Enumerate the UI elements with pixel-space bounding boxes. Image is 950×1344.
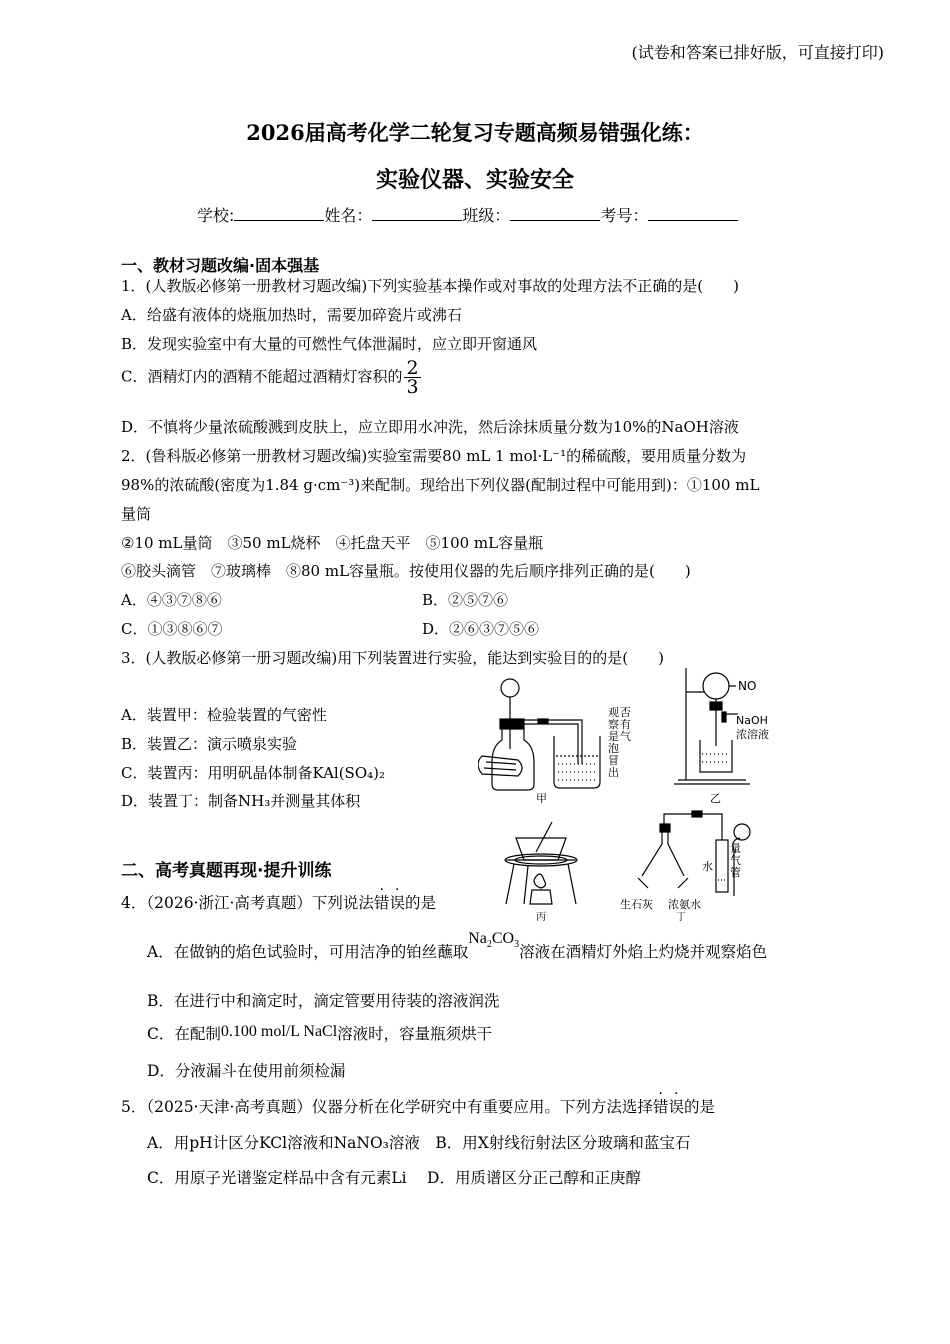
fraction-denominator: 3 xyxy=(406,376,419,398)
label-jia: 甲 xyxy=(536,792,547,805)
q1-option-a: A．给盛有液体的烧瓶加热时，需要加碎瓷片或沸石 xyxy=(121,306,462,324)
section-heading-1: 一、教材习题改编·固本强基 xyxy=(121,256,320,275)
name-blank[interactable] xyxy=(372,206,462,221)
label-ding: 丁 xyxy=(676,912,686,923)
q4-stem-end: 的是 xyxy=(404,894,436,912)
q2-line-4: ②10 mL量筒 ③50 mL烧杯 ④托盘天平 ⑤100 mL容量瓶 xyxy=(121,534,544,552)
fraction-numerator: 2 xyxy=(406,357,419,379)
q4-option-c-text: C．在配制 xyxy=(147,1025,221,1043)
q4-option-c-end: 溶液时，容量瓶须烘干 xyxy=(337,1025,493,1043)
page-title: 2026届高考化学二轮复习专题高频易错强化练： xyxy=(246,120,704,145)
gas-tube-char: 管 xyxy=(730,866,741,879)
observe-char: 否 xyxy=(620,706,631,719)
q5-stem-text: 5．（2025·天津·高考真题）仪器分析在化学研究中有重要应用。下列方法选择 xyxy=(121,1098,653,1116)
q5-stem-end: 的是 xyxy=(683,1098,715,1116)
q4-option-a-end: 溶液在酒精灯外焰上灼烧并观察焰色 xyxy=(519,943,768,961)
q2-line-1: 2．(鲁科版必修第一册教材习题改编)实验室需要80 mL 1 mol·L⁻¹的稀硫酸，要用质量分数为 xyxy=(121,447,747,465)
label-ammonia: 浓氨水 xyxy=(668,898,701,911)
emphasis-char: 误 xyxy=(389,894,405,912)
label-water: 水 xyxy=(702,860,713,873)
formula-subscript: 2 xyxy=(486,939,492,951)
observe-char: 出 xyxy=(608,766,619,779)
q4-stem xyxy=(121,891,436,913)
label-observe-bubbles xyxy=(608,706,631,779)
observe-char: 观 xyxy=(608,706,619,719)
emphasis-char: 误 xyxy=(668,1098,684,1116)
apparatus-jia xyxy=(478,679,600,790)
label-no: NO xyxy=(738,679,757,693)
formula-subscript: 3 xyxy=(514,939,520,951)
q5-stem xyxy=(121,1095,715,1117)
class-blank[interactable] xyxy=(510,206,600,221)
formula-part: Na xyxy=(468,930,487,947)
q1-option-b: B．发现实验室中有大量的可燃性气体泄漏时，应立即开窗通风 xyxy=(121,335,538,353)
q3-option-d: D．装置丁：制备NH₃并测量其体积 xyxy=(121,792,361,810)
formula-nacl: 0.100 mol/L NaCl xyxy=(220,1023,338,1040)
class-label: 班级： xyxy=(462,206,511,225)
label-naoh-conc: 浓溶液 xyxy=(736,728,769,741)
fraction xyxy=(404,359,420,396)
section-heading-2: 二、高考真题再现·提升训练 xyxy=(121,861,332,881)
q5-options-ab: A．用pH计区分KCl溶液和NaNO₃溶液 B．用X射线衍射法区分玻璃和蓝宝石 xyxy=(147,1134,691,1152)
q5-options-cd: C．用原子光谱鉴定样品中含有元素Li D．用质谱区分正己醇和正庚醇 xyxy=(147,1169,641,1187)
emphasis-char: 错 xyxy=(652,1098,669,1116)
name-label: 姓名： xyxy=(324,206,373,225)
q2-line-5: ⑥胶头滴管 ⑦玻璃棒 ⑧80 mL容量瓶。按使用仪器的先后顺序排列正确的是( ) xyxy=(121,562,691,580)
school-label: 学校: xyxy=(197,206,235,225)
school-blank[interactable] xyxy=(234,206,324,221)
q2-option-c: C．①③⑧⑥⑦ xyxy=(121,620,223,638)
observe-char: 泡 xyxy=(608,742,619,755)
label-gas-burette xyxy=(730,842,741,879)
formula-na2co3 xyxy=(468,930,520,951)
emphasis-char: 错 xyxy=(373,894,390,912)
observe-char: 察 xyxy=(608,718,619,731)
gas-tube-char: 量 xyxy=(730,842,741,855)
q4-stem-text: 4．（2026·浙江·高考真题）下列说法 xyxy=(121,894,374,912)
q4-option-b: B．在进行中和滴定时，滴定管要用待装的溶液润洗 xyxy=(147,992,500,1010)
apparatus-bing xyxy=(505,822,577,904)
student-info-line xyxy=(197,203,738,226)
exam-no-blank[interactable] xyxy=(648,206,738,221)
q2-option-b: B．②⑤⑦⑥ xyxy=(422,591,509,609)
q1-stem: 1．(人教版必修第一册教材习题改编)下列实验基本操作或对事故的处理方法不正确的是( ) xyxy=(121,277,739,295)
header-note: (试卷和答案已排好版，可直接打印) xyxy=(631,43,884,62)
q3-stem: 3．(人教版必修第一册习题改编)用下列装置进行实验，能达到实验目的的是( ) xyxy=(121,649,664,667)
label-naoh: NaOH xyxy=(736,714,768,727)
label-yi: 乙 xyxy=(710,792,721,805)
formula-part: CO xyxy=(491,930,515,947)
observe-char: 有 xyxy=(620,718,631,731)
exam-no-label: 考号： xyxy=(600,206,649,225)
apparatus-figure xyxy=(478,664,778,926)
q3-option-c: C．装置丙：用明矾晶体制备KAl(SO₄)₂ xyxy=(121,764,386,782)
q4-option-a-text: A．在做钠的焰色试验时，可用洁净的铂丝蘸取 xyxy=(147,943,469,961)
q3-option-b: B．装置乙：演示喷泉实验 xyxy=(121,735,298,753)
observe-char: 冒 xyxy=(608,754,619,767)
gas-tube-char: 气 xyxy=(730,854,741,867)
q2-line-2: 98%的浓硫酸(密度为1.84 g·cm⁻³)来配制。现给出下列仪器(配制过程中可能用到)：①100 mL xyxy=(121,476,760,494)
page-subtitle: 实验仪器、实验安全 xyxy=(375,167,574,193)
q1-option-c-text: C．酒精灯内的酒精不能超过酒精灯容积的 xyxy=(121,367,403,386)
q4-option-a xyxy=(147,930,768,964)
q2-option-a: A．④③⑦⑧⑥ xyxy=(121,591,222,609)
q1-option-c xyxy=(121,359,421,396)
q2-option-d: D．②⑥③⑦⑤⑥ xyxy=(422,620,540,638)
q2-line-3: 量筒 xyxy=(121,505,152,523)
label-lime: 生石灰 xyxy=(620,898,653,911)
q3-option-a: A．装置甲：检验装置的气密性 xyxy=(121,706,327,724)
observe-char: 是 xyxy=(608,730,619,743)
q4-option-d: D．分液漏斗在使用前须检漏 xyxy=(147,1062,346,1080)
observe-char: 气 xyxy=(620,730,631,743)
q4-option-c xyxy=(147,1022,492,1044)
label-bing: 丙 xyxy=(536,912,546,923)
q1-option-d: D．不慎将少量浓硫酸溅到皮肤上，应立即用水冲洗，然后涂抹质量分数为10%的NaOH溶液 xyxy=(121,418,739,436)
